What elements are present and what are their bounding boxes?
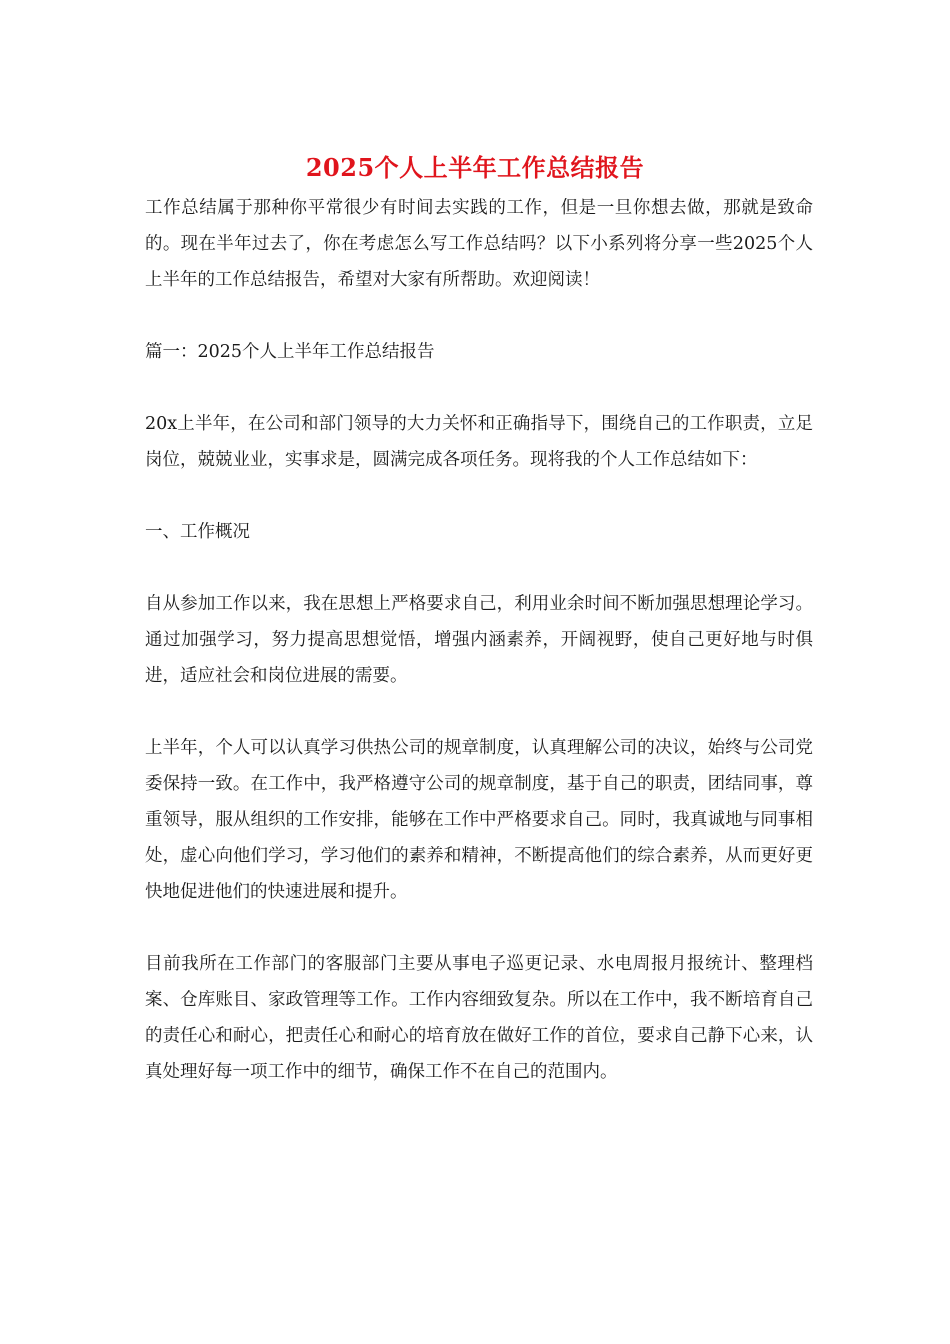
opening-paragraph: 20x上半年，在公司和部门领导的大力关怀和正确指导下，围绕自己的工作职责，立足岗位，兢兢业业，实事求是，圆满完成各项任务。现将我的个人工作总结如下： — [145, 414, 813, 470]
body-paragraph: 自从参加工作以来，我在思想上严格要求自己，利用业余时间不断加强思想理论学习。通过加强学习，努力提高思想觉悟，增强内涵素养，开阔视野，使自己更好地与时俱进，适应社会和岗位进展的需要。 — [145, 594, 813, 686]
document-body — [145, 190, 813, 1126]
section-heading-part-one: 篇一：2025个人上半年工作总结报告 — [145, 342, 435, 362]
body-paragraph: 上半年，个人可以认真学习供热公司的规章制度，认真理解公司的决议，始终与公司党委保持一致。在工作中，我严格遵守公司的规章制度，基于自己的职责，团结同事，尊重领导，服从组织的工作安排，能够在工作中严格要求自己。同时，我真诚地与同事相处，虚心向他们学习，学习他们的素养和精神，不断提高他们的综合素养，从而更好更快地促进他们的快速进展和提升。 — [145, 738, 813, 902]
body-paragraph: 目前我所在工作部门的客服部门主要从事电子巡更记录、水电周报月报统计、整理档案、仓库账目、家政管理等工作。工作内容细致复杂。所以在工作中，我不断培育自己的责任心和耐心，把责任心和耐心的培育放在做好工作的首位，要求自己静下心来，认真处理好每一项工作中的细节，确保工作不在自己的范围内。 — [145, 954, 813, 1082]
intro-paragraph: 工作总结属于那种你平常很少有时间去实践的工作，但是一旦你想去做，那就是致命的。现在半年过去了，你在考虑怎么写工作总结吗？以下小系列将分享一些2025个人上半年的工作总结报告，希望对大家有所帮助。欢迎阅读！ — [145, 198, 813, 290]
section-heading-work-overview: 一、工作概况 — [145, 522, 250, 542]
document-title: 2025个人上半年工作总结报告 — [305, 153, 645, 182]
